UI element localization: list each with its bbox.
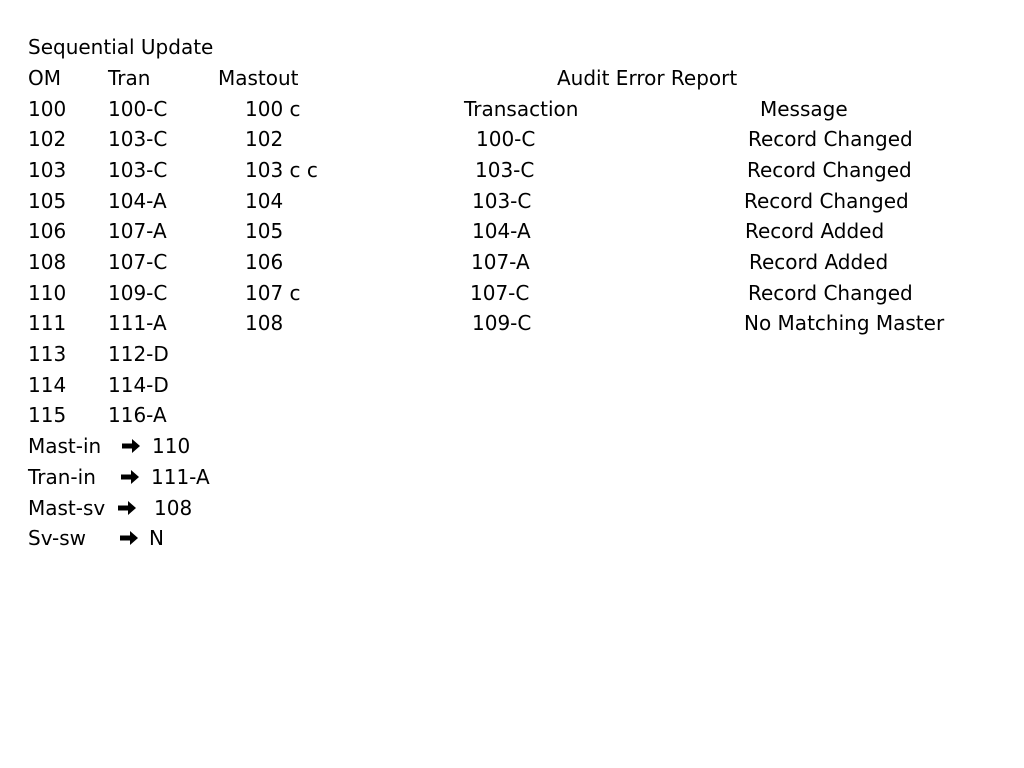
tran-value: 114-D <box>108 373 169 397</box>
audit-transaction-header: Transaction <box>464 97 579 121</box>
right-arrow-icon <box>117 499 137 517</box>
mastout-value: 108 <box>245 311 284 335</box>
om-value: 115 <box>28 403 67 427</box>
audit-transaction: 100-C <box>476 127 536 151</box>
om-value: 106 <box>28 219 67 243</box>
audit-transaction: 104-A <box>472 219 531 243</box>
mastout-value: 102 <box>245 127 284 151</box>
tran-value: 103-C <box>108 127 168 151</box>
variable-name: Tran-in <box>28 465 96 489</box>
mastout-value: 100 c <box>245 97 301 121</box>
om-value: 113 <box>28 342 67 366</box>
tran-value: 116-A <box>108 403 167 427</box>
audit-message: Record Changed <box>748 281 913 305</box>
audit-transaction: 103-C <box>472 189 532 213</box>
om-value: 105 <box>28 189 67 213</box>
audit-transaction: 107-C <box>470 281 530 305</box>
om-value: 114 <box>28 373 67 397</box>
om-value: 100 <box>28 97 67 121</box>
tran-value: 107-C <box>108 250 168 274</box>
audit-transaction: 109-C <box>472 311 532 335</box>
tran-value: 111-A <box>108 311 167 335</box>
variable-value: 111-A <box>151 465 210 489</box>
variable-name: Mast-sv <box>28 496 106 520</box>
audit-message: Record Changed <box>748 127 913 151</box>
om-value: 110 <box>28 281 67 305</box>
om-value: 102 <box>28 127 67 151</box>
audit-message: Record Changed <box>744 189 909 213</box>
om-value: 108 <box>28 250 67 274</box>
audit-transaction: 103-C <box>475 158 535 182</box>
right-arrow-icon <box>121 437 141 455</box>
variable-name: Mast-in <box>28 434 102 458</box>
mastout-value: 104 <box>245 189 284 213</box>
audit-report-title: Audit Error Report <box>557 66 738 90</box>
tran-value: 112-D <box>108 342 169 366</box>
tran-value: 109-C <box>108 281 168 305</box>
mastout-value: 103 c c <box>245 158 318 182</box>
variable-value: N <box>149 526 164 550</box>
mastout-value: 105 <box>245 219 284 243</box>
tran-header: Tran <box>108 66 151 90</box>
om-header: OM <box>28 66 61 90</box>
variable-value: 110 <box>152 434 191 458</box>
mastout-value: 107 c <box>245 281 301 305</box>
audit-message: Record Changed <box>747 158 912 182</box>
audit-message: Record Added <box>745 219 885 243</box>
mastout-value: 106 <box>245 250 284 274</box>
tran-value: 107-A <box>108 219 167 243</box>
variable-value: 108 <box>154 496 193 520</box>
variable-name: Sv-sw <box>28 526 86 550</box>
right-arrow-icon <box>119 529 139 547</box>
audit-message: Record Added <box>749 250 889 274</box>
mastout-header: Mastout <box>218 66 299 90</box>
tran-value: 103-C <box>108 158 168 182</box>
audit-transaction: 107-A <box>471 250 530 274</box>
om-value: 111 <box>28 311 67 335</box>
tran-value: 104-A <box>108 189 167 213</box>
tran-value: 100-C <box>108 97 168 121</box>
right-arrow-icon <box>120 468 140 486</box>
om-value: 103 <box>28 158 67 182</box>
audit-message-header: Message <box>760 97 848 121</box>
page-title: Sequential Update <box>28 35 214 59</box>
audit-message: No Matching Master <box>744 311 945 335</box>
